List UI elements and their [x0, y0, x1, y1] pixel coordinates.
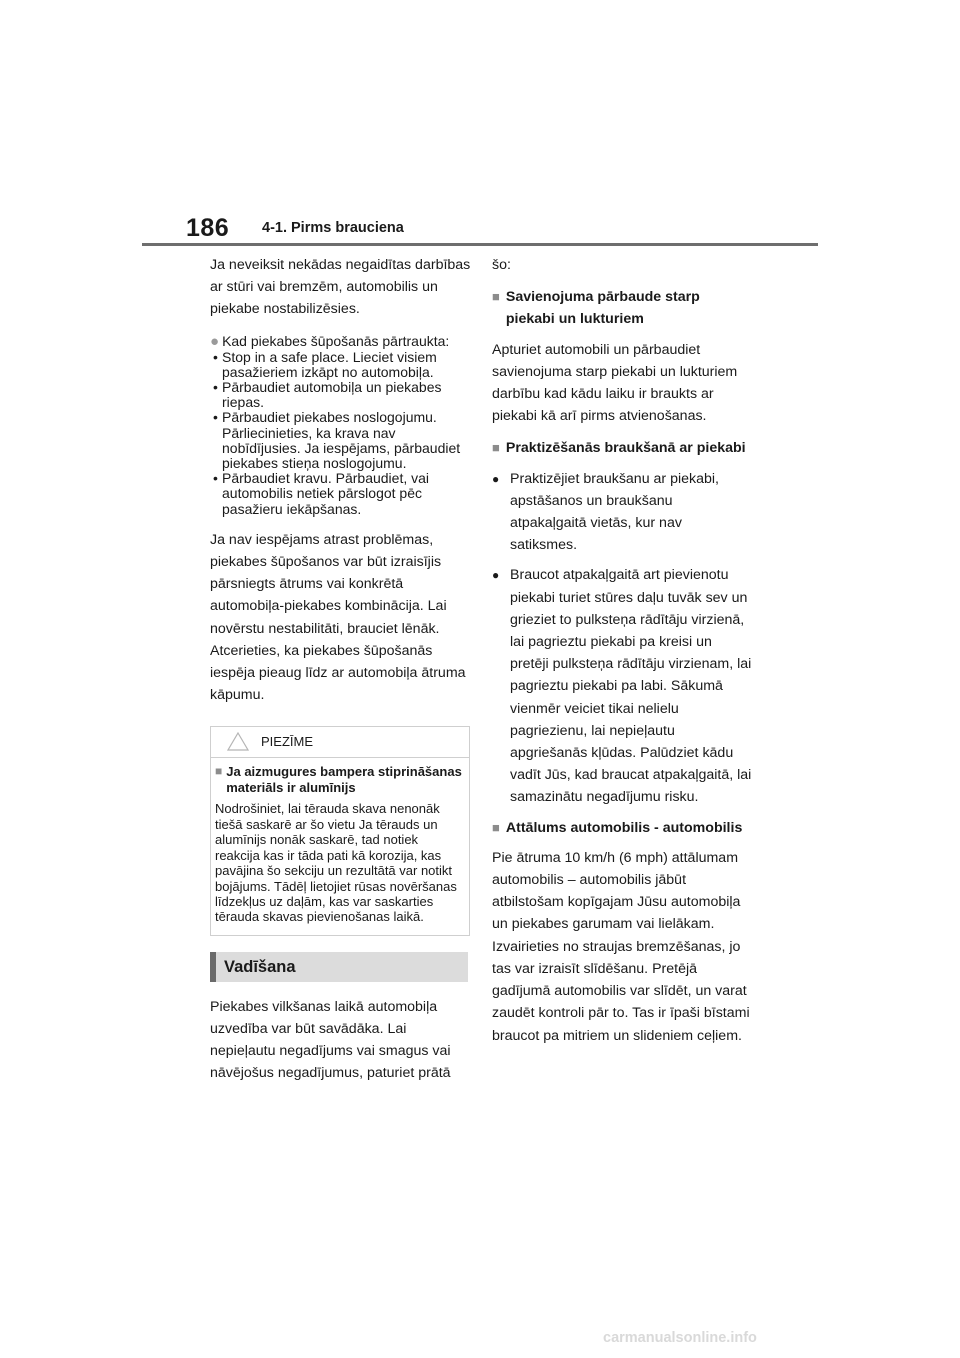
- note-label: PIEZĪME: [261, 734, 314, 750]
- body-paragraph: Pie ātruma 10 km/h (6 mph) attālumam automobilis – automobilis jābūt atbilstošam kopīgajam Jūsu automobiļa un piekabes garumam vai lielākam. Izvairieties no straujas bremzēšanas, jo tas var izraisīt slīdēšanu. Pretējā gadījumā automobilis var slīdēt, un varat zaudēt kontroli pār to. Tas ir īpaši bīstami braucot pa mitriem un slideniem ceļiem.: [492, 849, 750, 1044]
- bullet-list: [210, 350, 472, 517]
- note-header: [211, 727, 469, 758]
- body-paragraph: Piekabes vilkšanas laikā automobiļa uzvedība var būt savādāka. Lai nepieļautu negadījums vai smagus vai nāvējošus negadījumus, paturiet prātā: [210, 998, 451, 1082]
- header-rule: [142, 243, 818, 246]
- square-bullet-icon: ■: [215, 764, 223, 779]
- list-item: • Pārbaudiet kravu. Pārbaudiet, vai automobilis netiek pārslogot pēc pasažieru iekāpšanas.: [210, 471, 472, 517]
- page-number: 186: [186, 214, 230, 242]
- list-item: • Pārbaudiet automobiļa un piekabes riepas.: [210, 380, 472, 410]
- note-box: [210, 726, 470, 935]
- body-paragraph: Ja nav iespējams atrast problēmas, piekabes šūpošanos var būt izraisījis pārsniegts ātrums vai konkrētā automobiļa-piekabes kombinācija. Lai novērstu nestabilitāti, brauciet lēnāk. Atcerieties, ka piekabes šūpošanās iespēja pieaug līdz ar automobiļa ātruma kāpumu.: [210, 531, 466, 704]
- subheading-text: Attālums automobilis - automobilis: [505, 819, 743, 836]
- body-paragraph: Apturiet automobili un pārbaudiet savienojuma starp piekabi un lukturiem darbību kad kādu laiku ir braukts ar piekabi kā arī pirms atvienošanas.: [492, 341, 738, 425]
- right-column: [492, 254, 752, 1047]
- note-body: Nodrošiniet, lai tērauda skava nenonāk tiešā saskarē ar šo vietu Ja tērauds un alumīnijs nonāk saskarē, tad notiek reakcija kas ir tāda pati kā korozija, kas pavājina šo sekciju un rezultātā var notikt bojājums. Tādēļ lietojiet rūsas novēršanas līdzekļus uz daļām, kas var saskarties tērauda skavas pievienošanas laikā.: [215, 801, 457, 925]
- list-item-text: Praktizējiet braukšanu ar piekabi, apstāšanos un braukšanu atpakaļgaitā vietās, kur nav satiksmes.: [510, 470, 719, 554]
- continuation-text: šo:: [492, 257, 511, 273]
- note-subheading: [211, 758, 469, 799]
- subheading: [492, 817, 752, 839]
- square-bullet-icon: ■: [492, 819, 500, 835]
- list-item: • Pārbaudiet piekabes noslogojumu. Pārliecinieties, ka krava nav nobīdījusies. Ja iespējams, pārbaudiet piekabes stieņa noslogojumu.: [210, 410, 472, 471]
- square-bullet-icon: ■: [492, 440, 500, 456]
- list-item-text: Braucot atpakaļgaitā art pievienotu piekabi turiet stūres daļu tuvāk sev un grieziet to pulksteņa rādītāju virzienā, lai pagrieztu piekabi pa kreisi un pretēji pulksteņa rādītāju virzienam, lai pagrieztu piekabi pa labi. Sākumā vienmēr veiciet tikai nelielu pagriezienu, lai nepieļautu apgriešanās kļūdas. Palūdziet kādu vadīt Jūs, kad braucat atpakaļgaitā, lai samazinātu negadījumu risku.: [510, 567, 752, 806]
- list-item: • Stop in a safe place. Lieciet visiem pasažieriem izkāpt no automobiļa.: [210, 350, 472, 380]
- note-subheading-text: Ja aizmugures bampera stiprināšanas materiāls ir alumīnijs: [226, 764, 462, 795]
- warning-icon: [227, 732, 249, 751]
- section-heading: Vadīšana: [210, 952, 468, 982]
- watermark: carmanualsonline.info: [603, 1330, 757, 1346]
- bullet-heading: [210, 333, 472, 350]
- intro-paragraph: Ja neveiksit nekādas negaidītas darbības ar stūri vai bremzēm, automobilis un piekabe nostabilizēsies.: [210, 257, 471, 318]
- list-item: [492, 564, 752, 808]
- list-item: [492, 468, 752, 557]
- bullet-dot-icon: ●: [492, 471, 500, 486]
- subheading-text: Savienojuma pārbaude starp piekabi un lukturiem: [505, 289, 700, 328]
- left-column: [210, 254, 472, 1085]
- subheading: [492, 437, 752, 459]
- bullet-dot-icon: ●: [492, 568, 500, 583]
- section-title: 4-1. Pirms brauciena: [262, 220, 404, 236]
- subheading-text: Praktizēšanās braukšanā ar piekabi: [505, 440, 746, 457]
- bullet-heading-text: Kad piekabes šūpošanās pārtraukta:: [222, 332, 450, 349]
- square-bullet-icon: ■: [492, 289, 500, 305]
- bullet-dot-icon: ●: [210, 332, 220, 350]
- subheading: [492, 286, 752, 330]
